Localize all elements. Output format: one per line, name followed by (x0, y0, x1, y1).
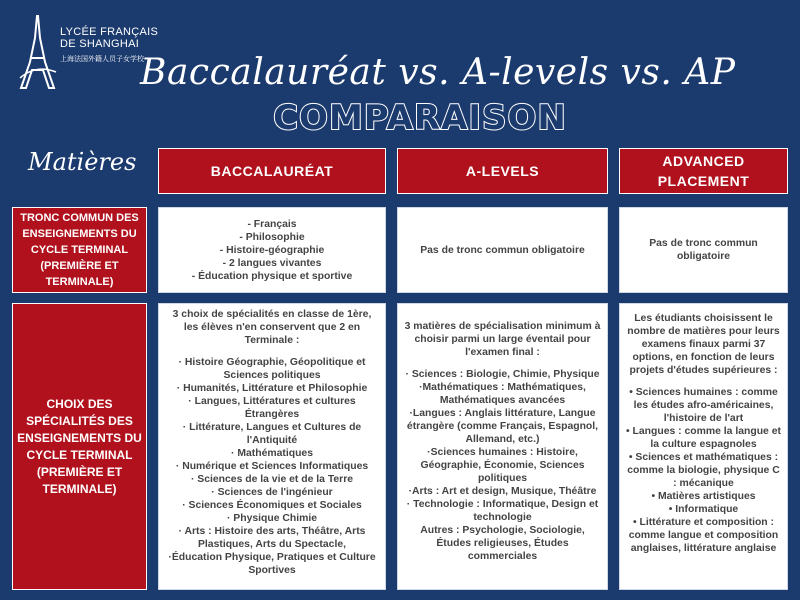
school-name-line2: DE SHANGHAI (60, 38, 140, 50)
cell-choix-bac (158, 303, 386, 590)
list-item: · Langues, Littératures et cultures Étrangères (188, 396, 356, 420)
eiffel-tower-icon (16, 14, 58, 90)
column-header-bac: BACCALAURÉAT (158, 148, 386, 194)
school-name-line1: LYCÉE FRANÇAIS (60, 26, 159, 38)
list-item: ·Arts : Art et design, Musique, Théâtre (408, 486, 597, 497)
cell-choix-alevels (397, 303, 608, 590)
list-item: · Numérique et Sciences Informatiques (175, 461, 369, 472)
list-item: - Éducation physique et sportive (191, 270, 353, 282)
page-title: Baccalauréat vs. A-levels vs. AP (140, 52, 736, 93)
school-name (60, 26, 158, 50)
list-item: ·Éducation Physique, Pratiques et Culture Sportives (168, 552, 376, 576)
list-item: - Français (247, 218, 297, 230)
cell-tronc-ap (619, 207, 788, 293)
cell-tronc-alevels (397, 207, 608, 293)
row-header-label: Matières (28, 148, 137, 176)
list-item: · Sciences : Biologie, Chimie, Physique (405, 369, 600, 380)
list-item: · Histoire Géographie, Géopolitique et Sciences politiques (178, 357, 366, 381)
cell-intro: 3 choix de spécialités en classe de 1ère, les élèves n'en conservent que 2 en Terminale : (172, 309, 372, 346)
list-item: · Physique Chimie (226, 513, 318, 524)
row-label-tronc-commun: TRONC COMMUN DES ENSEIGNEMENTS DU CYCLE TERMINAL (PREMIÈRE ET TERMINALE) (12, 207, 147, 293)
cell-text: Pas de tronc commun obligatoire (649, 238, 758, 262)
column-header-alevels: A-LEVELS (397, 148, 608, 194)
cell-intro: Les étudiants choisissent le nombre de matières pour leurs examens finaux parmi 37 options, en fonction de leurs projets d'études supérieures : (627, 313, 780, 376)
list-item: · Humanités, Littérature et Philosophie (176, 383, 368, 394)
list-item: ·Sciences humaines : Histoire, Géographie, Économie, Sciences politiques (420, 447, 585, 484)
list-item: · Technologie : Informatique, Design et technologie (406, 499, 599, 523)
list-item: · Sciences Économiques et Sociales (182, 500, 362, 511)
cell-tronc-bac (158, 207, 386, 293)
list-item: - Philosophie (239, 231, 305, 243)
cell-intro: 3 matières de spécialisation minimum à choisir parmi un large éventail pour l'examen final : (404, 321, 601, 358)
list-item: · Sciences de la vie et de la Terre (190, 474, 354, 485)
row-label-choix-specialites: CHOIX DES SPÉCIALITÉS DES ENSEIGNEMENTS DU CYCLE TERMINAL (PREMIÈRE ET TERMINALE) (12, 303, 147, 590)
list-item: • Sciences et mathématiques : comme la biologie, physique C : mécanique (627, 452, 780, 489)
list-item: - Histoire-géographie (219, 244, 325, 256)
list-item: · Sciences de l'ingénieur (211, 487, 333, 498)
list-item: • Langues : comme la langue et la culture espagnoles (626, 426, 781, 450)
list-item: • Matières artistiques (651, 491, 756, 502)
cell-text: Pas de tronc commun obligatoire (420, 244, 585, 256)
list-item: • Littérature et composition : comme langue et composition anglaises, littérature anglaise (628, 517, 779, 554)
cell-choix-ap (619, 303, 788, 590)
list-item: · Littérature, Langues et Cultures de l'Antiquité (182, 422, 362, 446)
list-item: ·Langues : Anglais littérature, Langue étrangère (comme Français, Espagnol, Allemand, etc.) (406, 408, 599, 445)
list-item: · Arts : Histoire des arts, Théâtre, Arts Plastiques, Arts du Spectacle, (178, 526, 366, 550)
list-item: • Informatique (668, 504, 739, 515)
school-name-chinese: 上海法国外籍人员子女学校 (60, 56, 144, 63)
list-item: · Mathématiques (231, 448, 313, 459)
list-item: ·Mathématiques : Mathématiques, Mathématiques avancées (419, 382, 586, 406)
page-subtitle: COMPARAISON (273, 98, 567, 138)
list-item: - 2 langues vivantes (222, 257, 322, 269)
list-item: Autres : Psychologie, Sociologie, Études religieuses, Études commerciales (420, 525, 585, 562)
column-header-ap: ADVANCED PLACEMENT (619, 148, 788, 194)
list-item: • Sciences humaines : comme les études afro-américaines, l'histoire de l'art (629, 387, 778, 424)
